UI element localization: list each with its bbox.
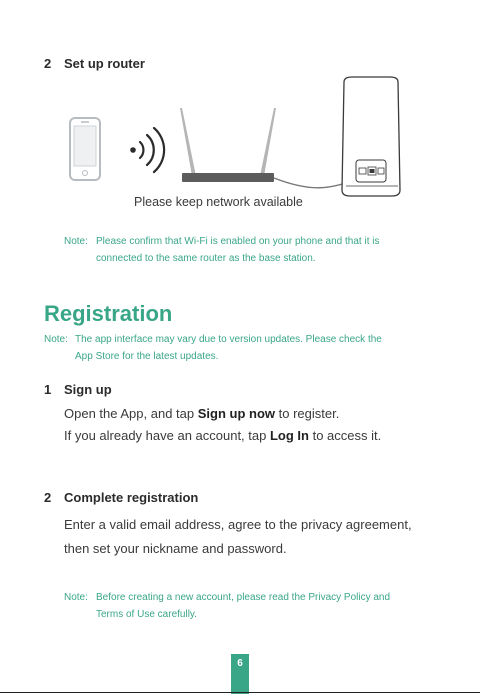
text: If you already have an account, tap [64,428,270,443]
note-text-line1: Please confirm that Wi-Fi is enabled on your phone and that it is [96,236,380,247]
note-text-line1: The app interface may vary due to version updates. Please check the [75,334,382,345]
privacy-note [64,589,464,623]
page-number: 6 [231,654,249,694]
step-title: Sign up [64,382,112,397]
router-icon [180,108,276,182]
step-complete-registration-title [44,490,198,505]
log-in-emphasis: Log In [269,428,309,443]
wifi-signal-icon [130,128,164,172]
complete-registration-instructions [64,513,474,561]
registration-note [44,331,464,365]
sign-up-now-emphasis: Sign up now [197,406,275,421]
text: Open the App, and tap [64,406,198,421]
base-station-icon [342,77,400,196]
note-text-line1: Before creating a new account, please read the Privacy Policy and [96,592,391,603]
text: to register. [275,406,340,421]
note-text-line2: connected to the same router as the base station. [96,253,316,264]
complete-line1: Enter a valid email address, agree to the privacy agreement, [64,517,412,532]
step-title: Set up router [64,56,145,71]
page-bottom-rule [0,692,480,693]
router-setup-illustration [60,72,420,204]
phone-icon [70,118,100,180]
note-text-line2: App Store for the latest updates. [75,351,219,362]
note-label: Note: [64,236,88,247]
step-number: 1 [44,382,52,397]
note-text-line2: Terms of Use carefully. [96,609,197,620]
sign-up-line2 [64,425,474,447]
sign-up-line1 [64,403,474,425]
step-setup-router-title [44,56,145,71]
sign-up-instructions [64,403,474,447]
text: to access it. [308,428,382,443]
note-label: Note: [64,592,88,603]
step-sign-up-title [44,382,112,397]
registration-heading: Registration [44,301,173,326]
setup-note [64,233,464,267]
step-number: 2 [44,490,52,505]
complete-line2: then set your nickname and password. [64,541,287,556]
step-title: Complete registration [64,490,199,505]
network-caption: Please keep network available [134,195,303,209]
note-label: Note: [44,334,68,345]
step-number: 2 [44,56,52,71]
